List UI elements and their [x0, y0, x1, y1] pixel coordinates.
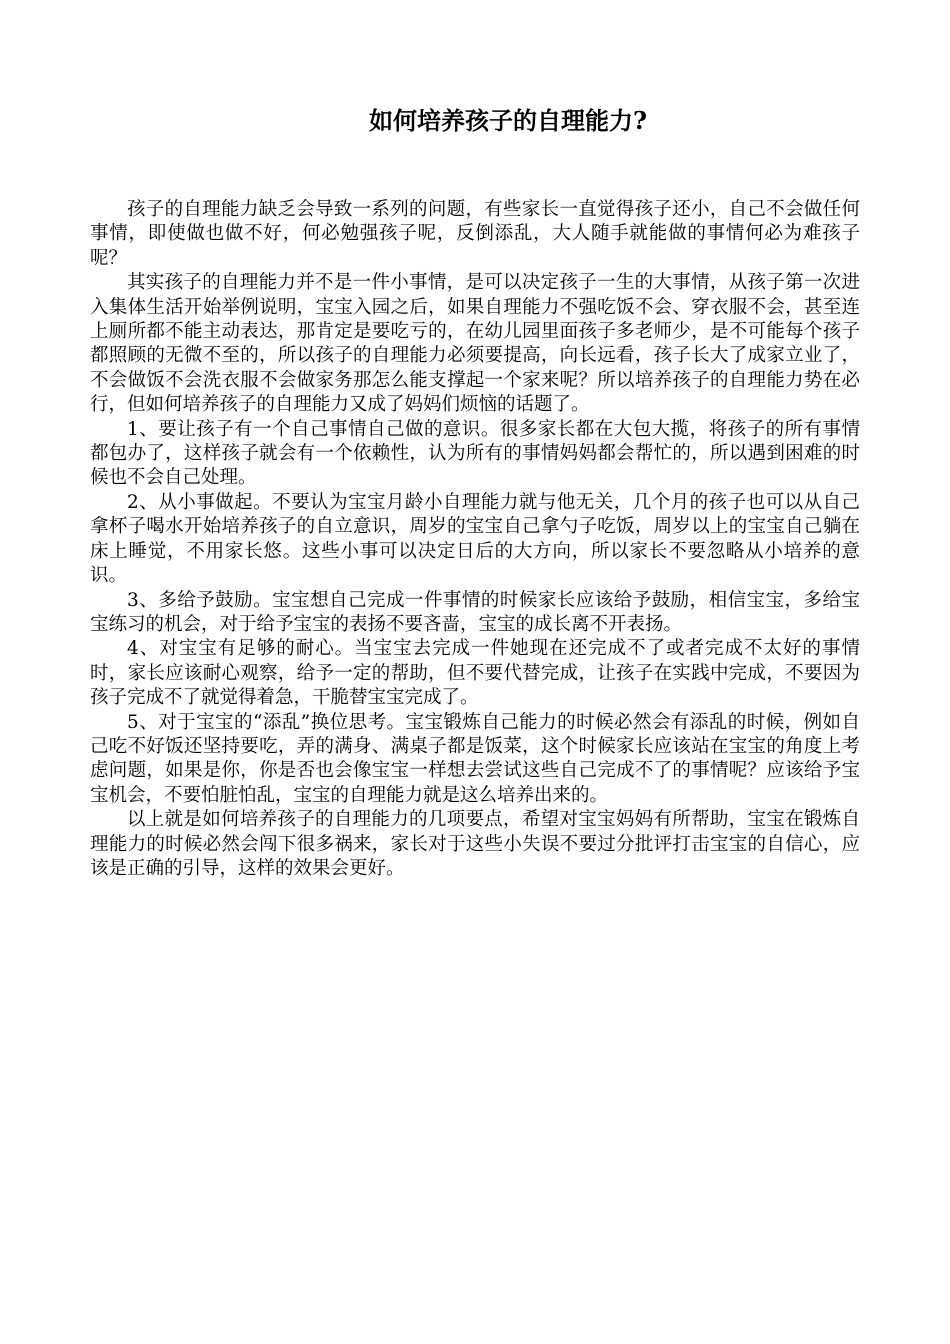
paragraph-point-2: 2、从小事做起。不要认为宝宝月龄小自理能力就与他无关，几个月的孩子也可以从自己拿杯子喝水开始培养孩子的自立意识，周岁的宝宝自己拿勺子吃饭，周岁以上的宝宝自己躺在床上睡觉，不用家长悠。这些小事可以决定日后的大方向，所以家长不要忽略从小培养的意识。 [90, 491, 860, 587]
document-title: 如何培养孩子的自理能力? [368, 106, 648, 135]
paragraph-point-5: 5、对于宝宝的“添乱”换位思考。宝宝锻炼自己能力的时候必然会有添乱的时候，例如自己吃不好饭还坚持要吃，弄的满身、满桌子都是饭菜，这个时候家长应该站在宝宝的角度上考虑问题，如果是你，你是否也会像宝宝一样想去尝试这些自己完成不了的事情呢？应该给予宝宝机会，不要怕脏怕乱，宝宝的自理能力就是这么培养出来的。 [90, 711, 860, 806]
paragraph-importance: 其实孩子的自理能力并不是一件小事情，是可以决定孩子一生的大事情，从孩子第一次进入集体生活开始举例说明，宝宝入园之后，如果自理能力不强吃饭不会、穿衣服不会，甚至连上厕所都不能主动表达，那肯定是要吃亏的，在幼儿园里面孩子多老师少，是不可能每个孩子都照顾的无微不至的，所以孩子的自理能力必须要提高，向长远看，孩子长大了成家立业了，不会做饭不会洗衣服不会做家务那怎么能支撑起一个家来呢？所以培养孩子的自理能力势在必行，但如何培养孩子的自理能力又成了妈妈们烦恼的话题了。 [90, 272, 860, 416]
document-body [90, 198, 860, 881]
paragraph-conclusion: 以上就是如何培养孩子的自理能力的几项要点，希望对宝宝妈妈有所帮助，宝宝在锻炼自理能力的时候必然会闯下很多祸来，家长对于这些小失误不要过分批评打击宝宝的自信心，应该是正确的引导，这样的效果会更好。 [90, 809, 860, 879]
paragraph-point-3: 3、多给予鼓励。宝宝想自己完成一件事情的时候家长应该给予鼓励，相信宝宝，多给宝宝练习的机会，对于给予宝宝的表扬不要吝啬，宝宝的成长离不开表扬。 [90, 589, 860, 635]
paragraph-point-1: 1、要让孩子有一个自己事情自己做的意识。很多家长都在大包大揽，将孩子的所有事情都包办了，这样孩子就会有一个依赖性，认为所有的事情妈妈都会帮忙的，所以遇到困难的时候也不会自己处理。 [90, 418, 860, 489]
paragraph-point-4: 4、对宝宝有足够的耐心。当宝宝去完成一件她现在还完成不了或者完成不太好的事情时，家长应该耐心观察，给予一定的帮助，但不要代替完成，让孩子在实践中完成，不要因为孩子完成不了就觉得着急，干脆替宝宝完成了。 [90, 638, 860, 709]
paragraph-intro: 孩子的自理能力缺乏会导致一系列的问题，有些家长一直觉得孩子还小，自己不会做任何事情，即使做也做不好，何必勉强孩子呢，反倒添乱，大人随手就能做的事情何必为难孩子呢？ [90, 199, 860, 269]
